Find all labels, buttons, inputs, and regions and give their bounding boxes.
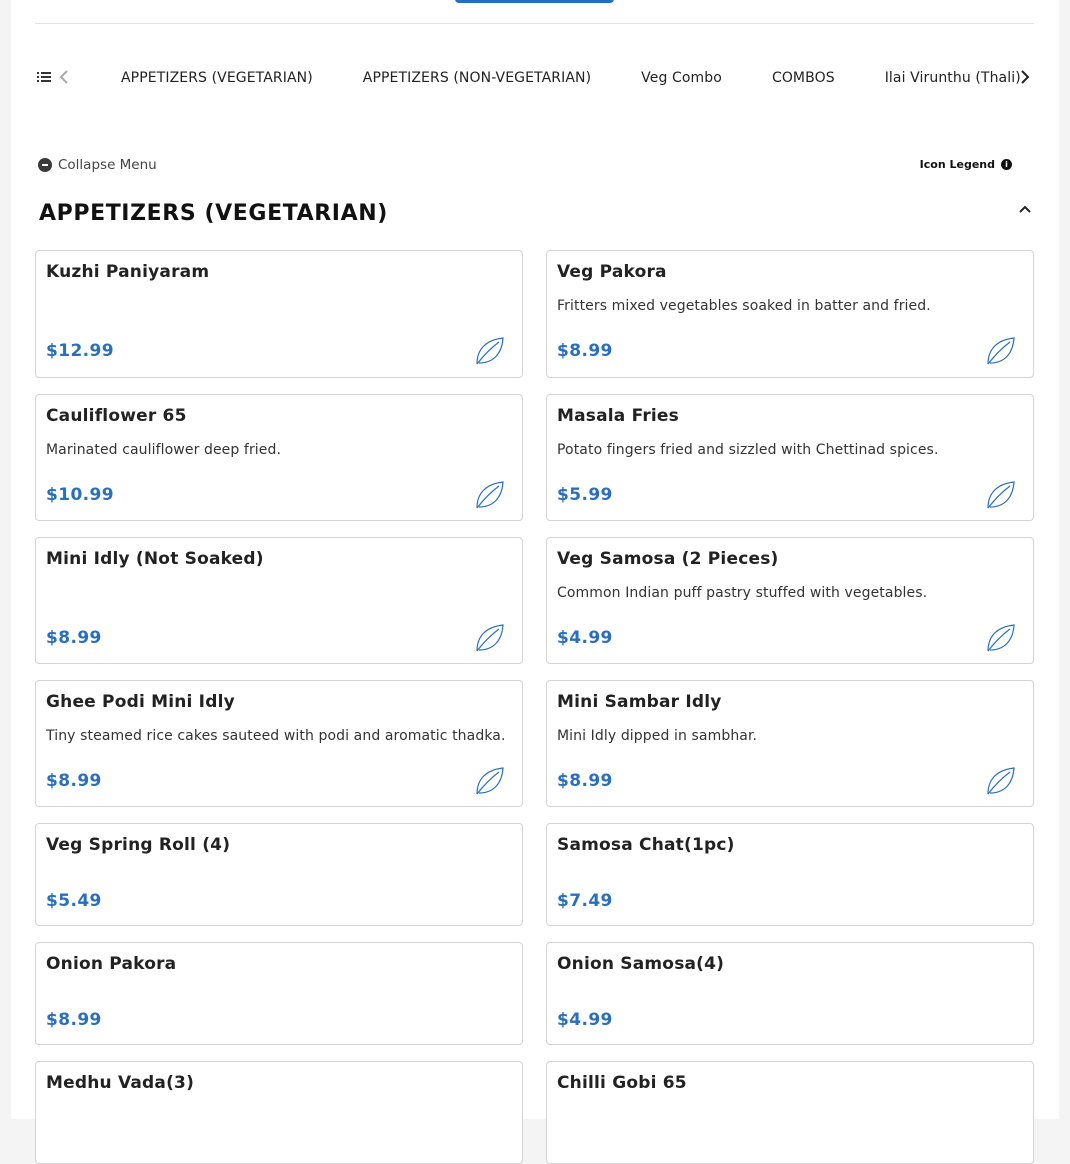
leaf-icon [474,622,506,654]
item-name: Ghee Podi Mini Idly [46,692,235,712]
menu-item-card[interactable] [35,680,523,807]
item-name: Cauliflower 65 [46,406,187,426]
item-price: $8.99 [557,341,613,361]
menu-item-card[interactable] [546,394,1034,521]
icon-legend-label: Icon Legend [919,158,995,171]
item-description: Common Indian puff pastry stuffed with vegetables. [557,585,928,601]
item-name: Medhu Vada(3) [46,1073,195,1093]
tab-appetizers-non-vegetarian[interactable]: APPETIZERS (NON-VEGETARIAN) [362,70,592,86]
menu-item-card[interactable] [35,823,523,926]
category-nav [35,56,1034,100]
item-price: $8.99 [46,628,102,648]
icon-legend-button[interactable] [920,158,1012,171]
tab-ilai-virunthu[interactable]: Ilai Virunthu (Thali) [884,70,1021,86]
menu-item-card[interactable] [546,942,1034,1045]
menu-item-card[interactable] [546,1061,1034,1164]
order-button[interactable] [455,0,614,3]
item-description: Potato fingers fried and sizzled with Chettinad spices. [557,442,939,458]
item-name: Onion Samosa(4) [557,954,725,974]
leaf-icon [985,335,1017,367]
tab-combos[interactable]: COMBOS [771,70,835,86]
menu-page [11,0,1059,1119]
minus-circle-icon [38,158,52,172]
menu-item-card[interactable] [35,537,523,664]
item-name: Veg Spring Roll (4) [46,835,231,855]
menu-item-card[interactable] [546,250,1034,378]
item-name: Masala Fries [557,406,679,426]
menu-item-card[interactable] [35,1061,523,1164]
item-price: $8.99 [46,1010,102,1030]
leaf-icon [474,335,506,367]
menu-item-card[interactable] [546,680,1034,807]
item-price: $8.99 [46,771,102,791]
item-name: Mini Sambar Idly [557,692,722,712]
chevron-left-icon[interactable] [57,69,71,85]
item-price: $12.99 [46,341,115,361]
item-price: $5.49 [46,891,102,911]
item-name: Chilli Gobi 65 [557,1073,687,1093]
leaf-icon [985,622,1017,654]
tab-veg-combo[interactable]: Veg Combo [641,70,722,86]
chevron-right-icon[interactable] [1018,69,1032,85]
item-description: Fritters mixed vegetables soaked in batter and fried. [557,298,931,314]
item-price: $5.99 [557,485,613,505]
category-tabs [121,56,1021,100]
item-price: $4.99 [557,628,613,648]
collapse-menu-button[interactable] [38,157,157,173]
section-title: APPETIZERS (VEGETARIAN) [39,201,388,226]
leaf-icon [474,479,506,511]
item-price: $10.99 [46,485,115,505]
item-name: Veg Samosa (2 Pieces) [557,549,779,569]
item-price: $7.49 [557,891,613,911]
menu-item-card[interactable] [546,823,1034,926]
leaf-icon [985,765,1017,797]
item-name: Samosa Chat(1pc) [557,835,735,855]
menu-item-card[interactable] [35,394,523,521]
item-price: $8.99 [557,771,613,791]
leaf-icon [985,479,1017,511]
item-name: Mini Idly (Not Soaked) [46,549,264,569]
item-price: $4.99 [557,1010,613,1030]
item-name: Kuzhi Paniyaram [46,262,210,282]
menu-item-card[interactable] [35,942,523,1045]
list-icon[interactable] [37,70,51,84]
leaf-icon [474,765,506,797]
item-name: Veg Pakora [557,262,667,282]
item-description: Mini Idly dipped in sambhar. [557,728,758,744]
item-name: Onion Pakora [46,954,177,974]
item-description: Tiny steamed rice cakes sauteed with podi and aromatic thadka. [46,728,506,744]
divider [35,23,1034,24]
chevron-up-icon[interactable] [1017,201,1033,217]
collapse-menu-label: Collapse Menu [58,157,157,173]
menu-item-card[interactable] [35,250,523,378]
menu-item-card[interactable] [546,537,1034,664]
item-description: Marinated cauliflower deep fried. [46,442,282,458]
info-icon: i [1001,159,1012,170]
tab-appetizers-vegetarian[interactable]: APPETIZERS (VEGETARIAN) [121,70,313,86]
